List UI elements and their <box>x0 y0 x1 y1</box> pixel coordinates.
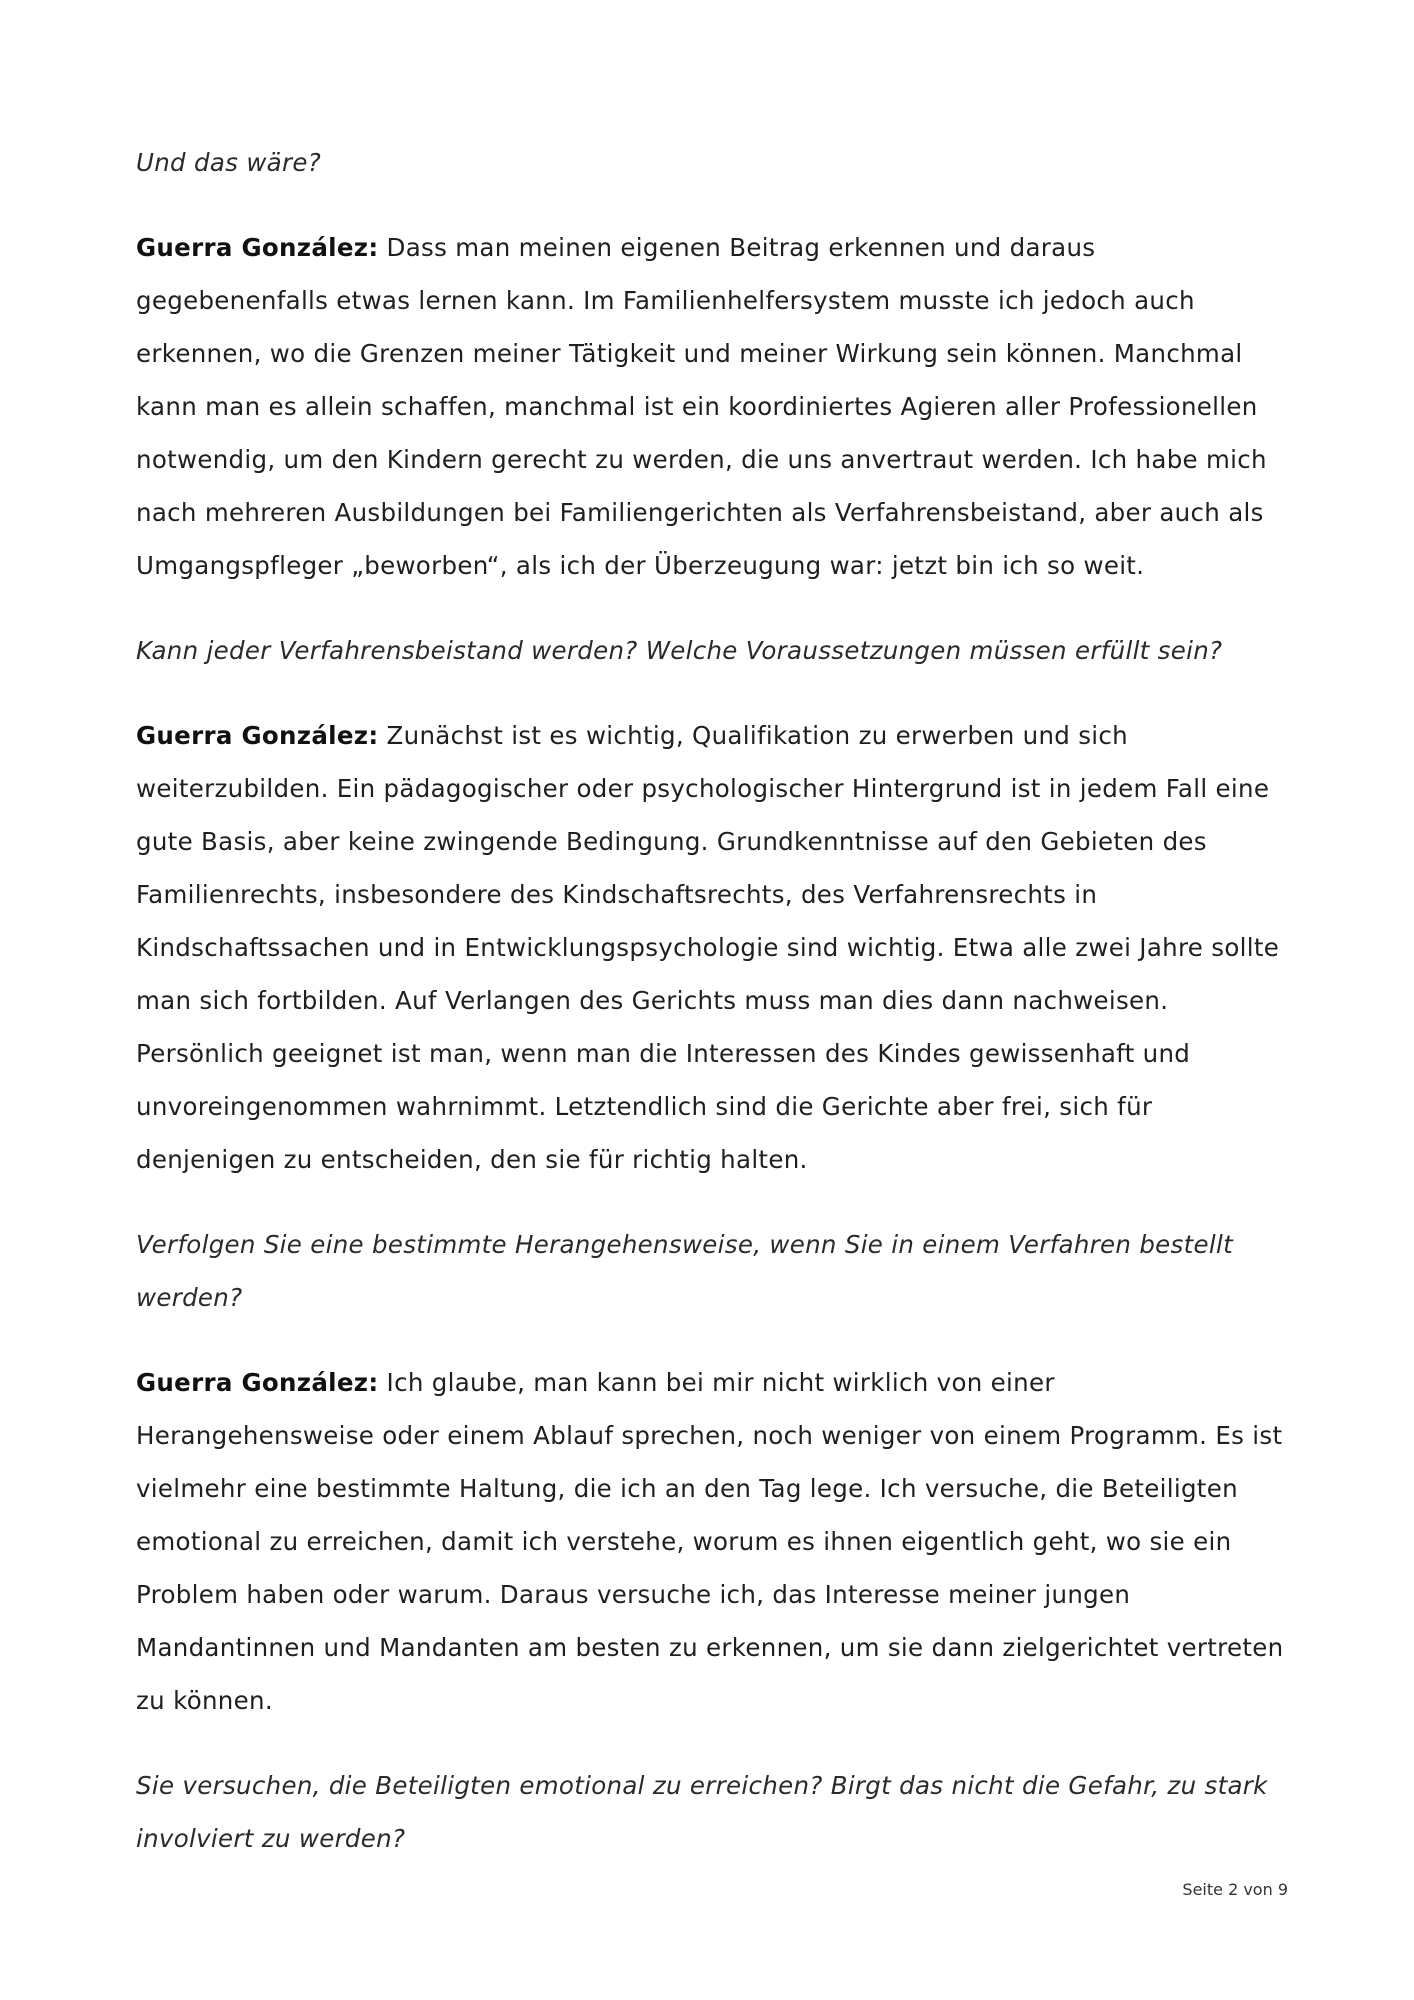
interview-answer <box>136 221 1288 592</box>
interview-answer <box>136 709 1288 1186</box>
answer-text: Zunächst ist es wichtig, Qualifikation zu erwerben und sich weiterzubilden. Ein pädagogischer oder psychologischer Hintergrund ist in jedem Fall eine gute Basis, aber keine zwingende Bedingung. Grundkenntnisse auf den Gebieten des Familienrechts, insbesondere des Kindschaftsrechts, des Verfahrensrechts in Kindschaftssachen und in Entwicklungspsychologie sind wichtig. Etwa alle zwei Jahre sollte man sich fortbilden. Auf Verlangen des Gerichts muss man dies dann nachweisen. Persönlich geeignet ist man, wenn man die Interessen des Kindes gewissenhaft und unvoreingenommen wahrnimmt. Letztendlich sind die Gerichte aber frei, sich für denjenigen zu entscheiden, den sie für richtig halten. <box>136 721 1280 1174</box>
speaker-name: Guerra González: <box>136 233 379 262</box>
interview-answer <box>136 1356 1288 1727</box>
answer-text: Dass man meinen eigenen Beitrag erkennen und daraus gegebenenfalls etwas lernen kann. Im Familienhelfersystem musste ich jedoch auch erkennen, wo die Grenzen meiner Tätigkeit und meiner Wirkung sein können. Manchmal kann man es allein schaffen, manchmal ist ein koordiniertes Agieren aller Professionellen notwendig, um den Kindern gerecht zu werden, die uns anvertraut werden. Ich habe mich nach mehreren Ausbildungen bei Familiengerichten als Verfahrensbeistand, aber auch als Umgangspfleger „beworben“, als ich der Überzeugung war: jetzt bin ich so weit. <box>136 233 1267 580</box>
interview-question: Und das wäre? <box>136 148 322 177</box>
page-number: Seite 2 von 9 <box>1182 1880 1288 1899</box>
page-content <box>136 136 1288 1897</box>
interview-question: Sie versuchen, die Beteiligten emotional zu erreichen? Birgt das nicht die Gefahr, zu stark involviert zu werden? <box>136 1771 1268 1853</box>
speaker-name: Guerra González: <box>136 721 379 750</box>
answer-text: Ich glaube, man kann bei mir nicht wirklich von einer Herangehensweise oder einem Ablauf sprechen, noch weniger von einem Programm. Es ist vielmehr eine bestimmte Haltung, die ich an den Tag lege. Ich versuche, die Beteiligten emotional zu erreichen, damit ich verstehe, worum es ihnen eigentlich geht, wo sie ein Problem haben oder warum. Daraus versuche ich, das Interesse meiner jungen Mandantinnen und Mandanten am besten zu erkennen, um sie dann zielgerichtet vertreten zu können. <box>136 1368 1284 1715</box>
interview-question: Verfolgen Sie eine bestimmte Herangehensweise, wenn Sie in einem Verfahren bestellt werden? <box>136 1230 1234 1312</box>
interview-question: Kann jeder Verfahrensbeistand werden? Welche Voraussetzungen müssen erfüllt sein? <box>136 636 1223 665</box>
speaker-name: Guerra González: <box>136 1368 379 1397</box>
